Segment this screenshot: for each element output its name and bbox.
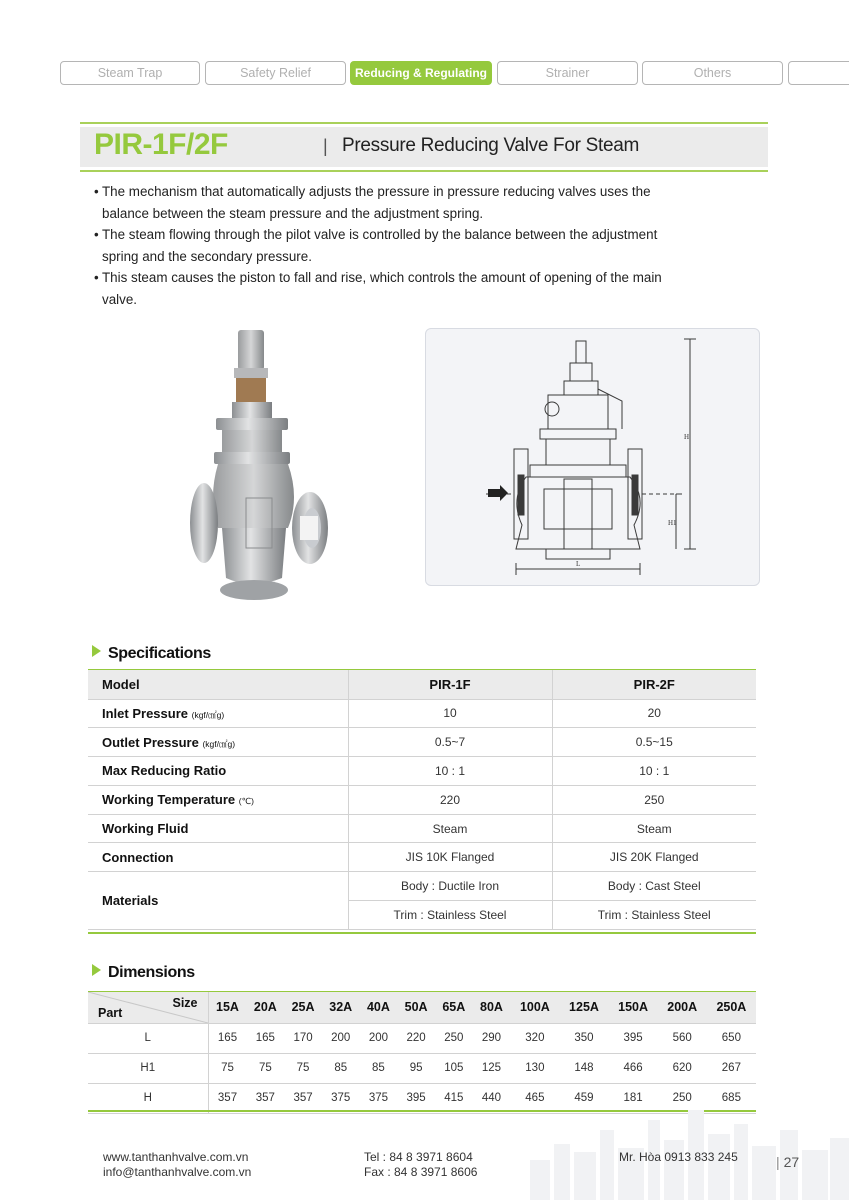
table-row bbox=[88, 843, 756, 872]
part-label: Part bbox=[98, 1005, 123, 1020]
dim-corner-cell bbox=[88, 992, 208, 1023]
dim-value: 650 bbox=[707, 1023, 756, 1053]
table-row bbox=[88, 1023, 756, 1053]
website-link[interactable]: www.tanthanhvalve.com.vn bbox=[103, 1150, 249, 1164]
spec-value: JIS 10K Flanged bbox=[348, 843, 552, 872]
spec-header-label: Model bbox=[88, 670, 348, 699]
dim-value: 375 bbox=[360, 1083, 398, 1113]
spec-label: Outlet Pressure (kgf/㎠g) bbox=[88, 728, 348, 757]
spec-value: 250 bbox=[552, 785, 756, 814]
dim-value: 170 bbox=[284, 1023, 322, 1053]
dimensions-heading-text: Dimensions bbox=[108, 964, 195, 981]
spec-label: Max Reducing Ratio bbox=[88, 757, 348, 786]
size-header: 250A bbox=[707, 992, 756, 1023]
dim-value: 200 bbox=[322, 1023, 360, 1053]
dim-value: 105 bbox=[435, 1053, 473, 1083]
size-header: 65A bbox=[435, 992, 473, 1023]
spec-label: Inlet Pressure (kgf/㎠g) bbox=[88, 699, 348, 728]
product-photo bbox=[188, 328, 338, 610]
footer-phone-fax bbox=[364, 1150, 477, 1180]
product-model-title: PIR-1F/2F bbox=[94, 128, 228, 161]
spec-value: Body : Cast Steel bbox=[552, 872, 756, 901]
size-header: 125A bbox=[559, 992, 608, 1023]
dim-value: 465 bbox=[510, 1083, 559, 1113]
table-row bbox=[88, 785, 756, 814]
spec-value: 10 bbox=[348, 699, 552, 728]
dim-value: 415 bbox=[435, 1083, 473, 1113]
table-row bbox=[88, 814, 756, 843]
dim-value: 395 bbox=[397, 1083, 435, 1113]
table-row bbox=[88, 872, 756, 901]
dim-value: 181 bbox=[609, 1083, 658, 1113]
dim-value: 440 bbox=[473, 1083, 511, 1113]
dim-value: 685 bbox=[707, 1083, 756, 1113]
spec-header-col2: PIR-2F bbox=[552, 670, 756, 699]
specifications-heading bbox=[92, 645, 211, 663]
triangle-bullet-icon bbox=[92, 964, 101, 976]
dim-header-row bbox=[88, 992, 756, 1023]
size-header: 100A bbox=[510, 992, 559, 1023]
dim-value: 290 bbox=[473, 1023, 511, 1053]
dim-value: 125 bbox=[473, 1053, 511, 1083]
phone-number: Tel : 84 8 3971 8604 bbox=[364, 1150, 473, 1164]
dimensions-table bbox=[88, 992, 756, 1114]
dim-value: 130 bbox=[510, 1053, 559, 1083]
intro-bullets bbox=[92, 181, 662, 310]
spec-value: 0.5~7 bbox=[348, 728, 552, 757]
spec-label: Working Temperature (℃) bbox=[88, 785, 348, 814]
dim-value: 466 bbox=[609, 1053, 658, 1083]
dim-value: 357 bbox=[284, 1083, 322, 1113]
spec-value: Steam bbox=[552, 814, 756, 843]
size-header: 32A bbox=[322, 992, 360, 1023]
part-name: H bbox=[88, 1083, 208, 1113]
page-number bbox=[776, 1154, 799, 1170]
tab-steam-trap[interactable]: Steam Trap bbox=[60, 61, 200, 85]
part-name: L bbox=[88, 1023, 208, 1053]
dim-h-label: H bbox=[684, 433, 690, 441]
tab-more[interactable] bbox=[788, 61, 849, 85]
dim-value: 85 bbox=[360, 1053, 398, 1083]
title-band bbox=[80, 122, 768, 172]
specifications-table bbox=[88, 670, 756, 930]
spec-value: 20 bbox=[552, 699, 756, 728]
spec-value: JIS 20K Flanged bbox=[552, 843, 756, 872]
dim-value: 85 bbox=[322, 1053, 360, 1083]
specifications-heading-text: Specifications bbox=[108, 645, 211, 662]
tab-safety-relief[interactable]: Safety Relief bbox=[205, 61, 346, 85]
dim-value: 200 bbox=[360, 1023, 398, 1053]
size-header: 50A bbox=[397, 992, 435, 1023]
dim-value: 220 bbox=[397, 1023, 435, 1053]
tab-strainer[interactable]: Strainer bbox=[497, 61, 638, 85]
spec-value: 10 : 1 bbox=[552, 757, 756, 786]
size-header: 20A bbox=[247, 992, 285, 1023]
intro-bullet: • The steam flowing through the pilot valve is controlled by the balance between the adjustment spring and the secondary pressure. bbox=[92, 224, 662, 267]
dim-value: 375 bbox=[322, 1083, 360, 1113]
dim-value: 560 bbox=[658, 1023, 707, 1053]
email-link[interactable]: info@tanthanhvalve.com.vn bbox=[103, 1165, 252, 1179]
spec-value: Body : Ductile Iron bbox=[348, 872, 552, 901]
spec-value: Steam bbox=[348, 814, 552, 843]
spec-label: Working Fluid bbox=[88, 814, 348, 843]
intro-bullet: • This steam causes the piston to fall and rise, which controls the amount of opening of the main valve. bbox=[92, 267, 662, 310]
dim-value: 165 bbox=[208, 1023, 247, 1053]
dim-h1-label: H1 bbox=[668, 519, 677, 527]
dim-value: 357 bbox=[247, 1083, 285, 1113]
size-label: Size bbox=[172, 996, 198, 1010]
tab-reducing-regulating[interactable]: Reducing & Regulating bbox=[350, 61, 492, 85]
spec-value: 0.5~15 bbox=[552, 728, 756, 757]
dim-value: 620 bbox=[658, 1053, 707, 1083]
dim-value: 395 bbox=[609, 1023, 658, 1053]
dim-value: 165 bbox=[247, 1023, 285, 1053]
spec-value: Trim : Stainless Steel bbox=[348, 901, 552, 930]
dim-value: 267 bbox=[707, 1053, 756, 1083]
spec-value: 10 : 1 bbox=[348, 757, 552, 786]
spec-table-bottom-rule bbox=[88, 932, 756, 934]
size-header: 150A bbox=[609, 992, 658, 1023]
dim-value: 75 bbox=[284, 1053, 322, 1083]
size-header: 40A bbox=[360, 992, 398, 1023]
spec-header-col1: PIR-1F bbox=[348, 670, 552, 699]
table-row bbox=[88, 728, 756, 757]
dim-l-label: L bbox=[576, 560, 581, 568]
dim-value: 95 bbox=[397, 1053, 435, 1083]
dimensions-heading bbox=[92, 964, 195, 982]
category-tabs bbox=[60, 61, 849, 85]
page-number-divider: | bbox=[776, 1154, 780, 1170]
part-name: H1 bbox=[88, 1053, 208, 1083]
triangle-bullet-icon bbox=[92, 645, 101, 657]
dim-value: 459 bbox=[559, 1083, 608, 1113]
dim-value: 148 bbox=[559, 1053, 608, 1083]
footer-contact: Mr. Hòa 0913 833 245 bbox=[619, 1150, 738, 1164]
dim-value: 250 bbox=[435, 1023, 473, 1053]
footer-web-email bbox=[103, 1150, 251, 1180]
size-header: 15A bbox=[208, 992, 247, 1023]
tab-others[interactable]: Others bbox=[642, 61, 783, 85]
technical-drawing bbox=[425, 328, 760, 586]
dim-value: 320 bbox=[510, 1023, 559, 1053]
dim-value: 350 bbox=[559, 1023, 608, 1053]
title-separator: | bbox=[323, 136, 328, 156]
size-header: 25A bbox=[284, 992, 322, 1023]
table-row bbox=[88, 699, 756, 728]
size-header: 200A bbox=[658, 992, 707, 1023]
dim-value: 357 bbox=[208, 1083, 247, 1113]
page-number-value: 27 bbox=[783, 1154, 800, 1170]
spec-label: Connection bbox=[88, 843, 348, 872]
spec-label-materials: Materials bbox=[88, 872, 348, 930]
dim-value: 75 bbox=[208, 1053, 247, 1083]
intro-bullet: • The mechanism that automatically adjusts the pressure in pressure reducing valves uses the balance between the steam pressure and the adjustment spring. bbox=[92, 181, 662, 224]
spec-value: Trim : Stainless Steel bbox=[552, 901, 756, 930]
table-row bbox=[88, 1053, 756, 1083]
product-subtitle: Pressure Reducing Valve For Steam bbox=[342, 135, 640, 156]
fax-number: Fax : 84 8 3971 8606 bbox=[364, 1165, 478, 1179]
spec-header-row bbox=[88, 670, 756, 699]
size-header: 80A bbox=[473, 992, 511, 1023]
spec-value: 220 bbox=[348, 785, 552, 814]
dim-value: 75 bbox=[247, 1053, 285, 1083]
dim-value: 250 bbox=[658, 1083, 707, 1113]
table-row bbox=[88, 757, 756, 786]
